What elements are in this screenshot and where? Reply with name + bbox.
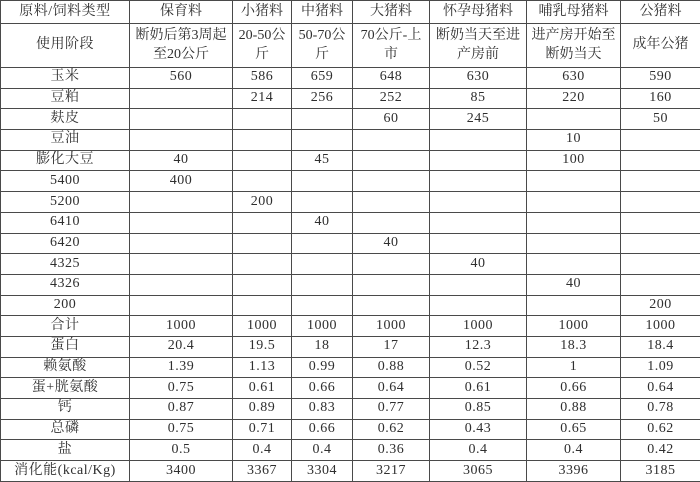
value-cell xyxy=(430,171,527,192)
value-cell: 0.85 xyxy=(430,399,527,420)
table-row xyxy=(1,461,700,482)
value-cell xyxy=(233,254,292,275)
value-cell: 0.66 xyxy=(292,378,353,399)
value-cell: 214 xyxy=(233,88,292,109)
value-cell: 85 xyxy=(430,88,527,109)
value-cell: 560 xyxy=(130,68,233,89)
value-cell xyxy=(353,295,430,316)
table-row xyxy=(1,88,700,109)
value-cell xyxy=(233,274,292,295)
value-cell: 0.99 xyxy=(292,357,353,378)
value-cell: 0.66 xyxy=(527,378,621,399)
row-label-cell: 玉米 xyxy=(1,68,130,89)
value-cell: 20.4 xyxy=(130,336,233,357)
table-row xyxy=(1,399,700,420)
value-cell xyxy=(621,171,700,192)
value-cell: 40 xyxy=(292,212,353,233)
table-row xyxy=(1,440,700,461)
value-cell: 1000 xyxy=(621,316,700,337)
value-cell: 50 xyxy=(621,109,700,130)
value-cell xyxy=(130,233,233,254)
value-cell: 590 xyxy=(621,68,700,89)
table-row xyxy=(1,130,700,151)
value-cell: 18.4 xyxy=(621,336,700,357)
value-cell: 0.5 xyxy=(130,440,233,461)
row-label-cell: 钙 xyxy=(1,399,130,420)
value-cell xyxy=(353,274,430,295)
value-cell xyxy=(292,254,353,275)
value-cell xyxy=(621,274,700,295)
value-cell xyxy=(130,130,233,151)
value-cell xyxy=(430,192,527,213)
row-label-cell: 膨化大豆 xyxy=(1,150,130,171)
value-cell: 0.83 xyxy=(292,399,353,420)
value-cell: 0.66 xyxy=(292,419,353,440)
value-cell: 0.4 xyxy=(430,440,527,461)
stage-value-cell: 20-50公斤 xyxy=(233,24,292,68)
value-cell xyxy=(130,274,233,295)
value-cell xyxy=(430,274,527,295)
value-cell xyxy=(527,109,621,130)
value-cell: 400 xyxy=(130,171,233,192)
value-cell xyxy=(292,274,353,295)
value-cell: 10 xyxy=(527,130,621,151)
value-cell: 17 xyxy=(353,336,430,357)
value-cell xyxy=(233,295,292,316)
row-label-cell: 赖氨酸 xyxy=(1,357,130,378)
value-cell xyxy=(527,212,621,233)
value-cell: 586 xyxy=(233,68,292,89)
value-cell: 0.78 xyxy=(621,399,700,420)
value-cell: 0.87 xyxy=(130,399,233,420)
value-cell: 630 xyxy=(527,68,621,89)
value-cell xyxy=(430,212,527,233)
value-cell: 245 xyxy=(430,109,527,130)
stage-value-cell: 断奶当天至进产房前 xyxy=(430,24,527,68)
value-cell: 18.3 xyxy=(527,336,621,357)
row-label-cell: 麸皮 xyxy=(1,109,130,130)
value-cell: 3185 xyxy=(621,461,700,482)
table-row xyxy=(1,150,700,171)
stage-value-cell: 70公斤-上市 xyxy=(353,24,430,68)
value-cell: 3396 xyxy=(527,461,621,482)
value-cell: 0.61 xyxy=(233,378,292,399)
value-cell: 630 xyxy=(430,68,527,89)
row-label-cell: 4325 xyxy=(1,254,130,275)
value-cell xyxy=(430,233,527,254)
value-cell xyxy=(130,109,233,130)
value-cell: 0.89 xyxy=(233,399,292,420)
table-row xyxy=(1,357,700,378)
value-cell xyxy=(527,295,621,316)
value-cell xyxy=(621,254,700,275)
table-row xyxy=(1,274,700,295)
value-cell: 0.88 xyxy=(353,357,430,378)
value-cell: 1000 xyxy=(292,316,353,337)
value-cell: 3065 xyxy=(430,461,527,482)
feed-type-header-cell: 公猪料 xyxy=(621,1,700,24)
value-cell: 160 xyxy=(621,88,700,109)
stage-value-cell: 断奶后第3周起至20公斤 xyxy=(130,24,233,68)
row-label-cell: 合计 xyxy=(1,316,130,337)
table-row xyxy=(1,316,700,337)
value-cell: 0.65 xyxy=(527,419,621,440)
value-cell: 60 xyxy=(353,109,430,130)
value-cell: 18 xyxy=(292,336,353,357)
value-cell xyxy=(527,233,621,254)
value-cell xyxy=(621,130,700,151)
value-cell: 0.61 xyxy=(430,378,527,399)
value-cell xyxy=(353,254,430,275)
stage-label-cell: 使用阶段 xyxy=(1,24,130,68)
row-label-cell: 6410 xyxy=(1,212,130,233)
value-cell: 40 xyxy=(130,150,233,171)
value-cell xyxy=(233,109,292,130)
row-label-cell: 豆粕 xyxy=(1,88,130,109)
value-cell xyxy=(292,130,353,151)
table-row xyxy=(1,212,700,233)
row-label-cell: 6420 xyxy=(1,233,130,254)
value-cell: 0.52 xyxy=(430,357,527,378)
value-cell xyxy=(353,192,430,213)
value-cell xyxy=(353,150,430,171)
table-row xyxy=(1,295,700,316)
feed-type-header-cell: 怀孕母猪料 xyxy=(430,1,527,24)
value-cell: 1 xyxy=(527,357,621,378)
stage-header-row xyxy=(1,24,700,68)
value-cell xyxy=(430,150,527,171)
feed-type-header-cell: 哺乳母猪料 xyxy=(527,1,621,24)
value-cell: 1000 xyxy=(353,316,430,337)
value-cell: 1.09 xyxy=(621,357,700,378)
value-cell: 0.62 xyxy=(353,419,430,440)
value-cell: 200 xyxy=(233,192,292,213)
table-row xyxy=(1,192,700,213)
row-label-cell: 消化能(kcal/Kg) xyxy=(1,461,130,482)
value-cell: 0.62 xyxy=(621,419,700,440)
table-row xyxy=(1,378,700,399)
feed-type-header-cell: 大猪料 xyxy=(353,1,430,24)
value-cell: 40 xyxy=(430,254,527,275)
value-cell xyxy=(130,88,233,109)
table-row xyxy=(1,68,700,89)
value-cell xyxy=(527,254,621,275)
value-cell: 1.13 xyxy=(233,357,292,378)
feed-type-header-cell: 保育料 xyxy=(130,1,233,24)
value-cell: 0.64 xyxy=(353,378,430,399)
table-row xyxy=(1,336,700,357)
value-cell xyxy=(353,130,430,151)
table-header xyxy=(1,1,700,68)
value-cell: 40 xyxy=(527,274,621,295)
value-cell xyxy=(233,233,292,254)
value-cell: 3400 xyxy=(130,461,233,482)
row-label-cell: 盐 xyxy=(1,440,130,461)
value-cell: 3217 xyxy=(353,461,430,482)
table-row xyxy=(1,109,700,130)
feed-type-header-row xyxy=(1,1,700,24)
value-cell xyxy=(621,212,700,233)
value-cell xyxy=(130,212,233,233)
value-cell xyxy=(292,109,353,130)
row-label-cell: 5200 xyxy=(1,192,130,213)
table-row xyxy=(1,419,700,440)
value-cell: 0.71 xyxy=(233,419,292,440)
value-cell: 200 xyxy=(621,295,700,316)
value-cell: 252 xyxy=(353,88,430,109)
value-cell: 220 xyxy=(527,88,621,109)
table-row xyxy=(1,171,700,192)
value-cell xyxy=(130,192,233,213)
value-cell: 0.75 xyxy=(130,378,233,399)
value-cell xyxy=(233,130,292,151)
value-cell: 0.4 xyxy=(292,440,353,461)
value-cell xyxy=(353,171,430,192)
value-cell: 648 xyxy=(353,68,430,89)
row-label-cell: 总磷 xyxy=(1,419,130,440)
value-cell: 19.5 xyxy=(233,336,292,357)
value-cell xyxy=(130,254,233,275)
feed-type-header-cell: 中猪料 xyxy=(292,1,353,24)
value-cell xyxy=(292,233,353,254)
value-cell: 3367 xyxy=(233,461,292,482)
value-cell: 0.77 xyxy=(353,399,430,420)
table-body xyxy=(1,68,700,482)
table-row xyxy=(1,233,700,254)
value-cell xyxy=(353,212,430,233)
value-cell xyxy=(621,150,700,171)
feed-type-header-cell: 小猪料 xyxy=(233,1,292,24)
value-cell: 0.75 xyxy=(130,419,233,440)
value-cell xyxy=(430,295,527,316)
row-label-cell: 4326 xyxy=(1,274,130,295)
value-cell: 256 xyxy=(292,88,353,109)
value-cell xyxy=(233,171,292,192)
value-cell: 1000 xyxy=(130,316,233,337)
value-cell: 0.36 xyxy=(353,440,430,461)
value-cell: 0.42 xyxy=(621,440,700,461)
value-cell: 3304 xyxy=(292,461,353,482)
value-cell xyxy=(233,150,292,171)
value-cell xyxy=(130,295,233,316)
value-cell: 1000 xyxy=(430,316,527,337)
value-cell xyxy=(527,192,621,213)
value-cell: 1.39 xyxy=(130,357,233,378)
value-cell: 0.4 xyxy=(233,440,292,461)
value-cell: 1000 xyxy=(527,316,621,337)
stage-value-cell: 成年公猪 xyxy=(621,24,700,68)
row-label-cell: 蛋白 xyxy=(1,336,130,357)
value-cell xyxy=(527,171,621,192)
value-cell: 0.4 xyxy=(527,440,621,461)
row-label-cell: 豆油 xyxy=(1,130,130,151)
value-cell: 0.43 xyxy=(430,419,527,440)
value-cell xyxy=(292,295,353,316)
table-row xyxy=(1,254,700,275)
row-label-cell: 200 xyxy=(1,295,130,316)
value-cell xyxy=(292,171,353,192)
value-cell xyxy=(621,233,700,254)
value-cell: 659 xyxy=(292,68,353,89)
value-cell: 12.3 xyxy=(430,336,527,357)
value-cell: 0.64 xyxy=(621,378,700,399)
value-cell xyxy=(292,192,353,213)
value-cell: 100 xyxy=(527,150,621,171)
corner-header-cell: 原料/饲料类型 xyxy=(1,1,130,24)
stage-value-cell: 进产房开始至断奶当天 xyxy=(527,24,621,68)
value-cell xyxy=(621,192,700,213)
value-cell: 0.88 xyxy=(527,399,621,420)
value-cell: 1000 xyxy=(233,316,292,337)
row-label-cell: 5400 xyxy=(1,171,130,192)
stage-value-cell: 50-70公斤 xyxy=(292,24,353,68)
value-cell xyxy=(233,212,292,233)
value-cell: 45 xyxy=(292,150,353,171)
row-label-cell: 蛋+胱氨酸 xyxy=(1,378,130,399)
value-cell: 40 xyxy=(353,233,430,254)
value-cell xyxy=(430,130,527,151)
